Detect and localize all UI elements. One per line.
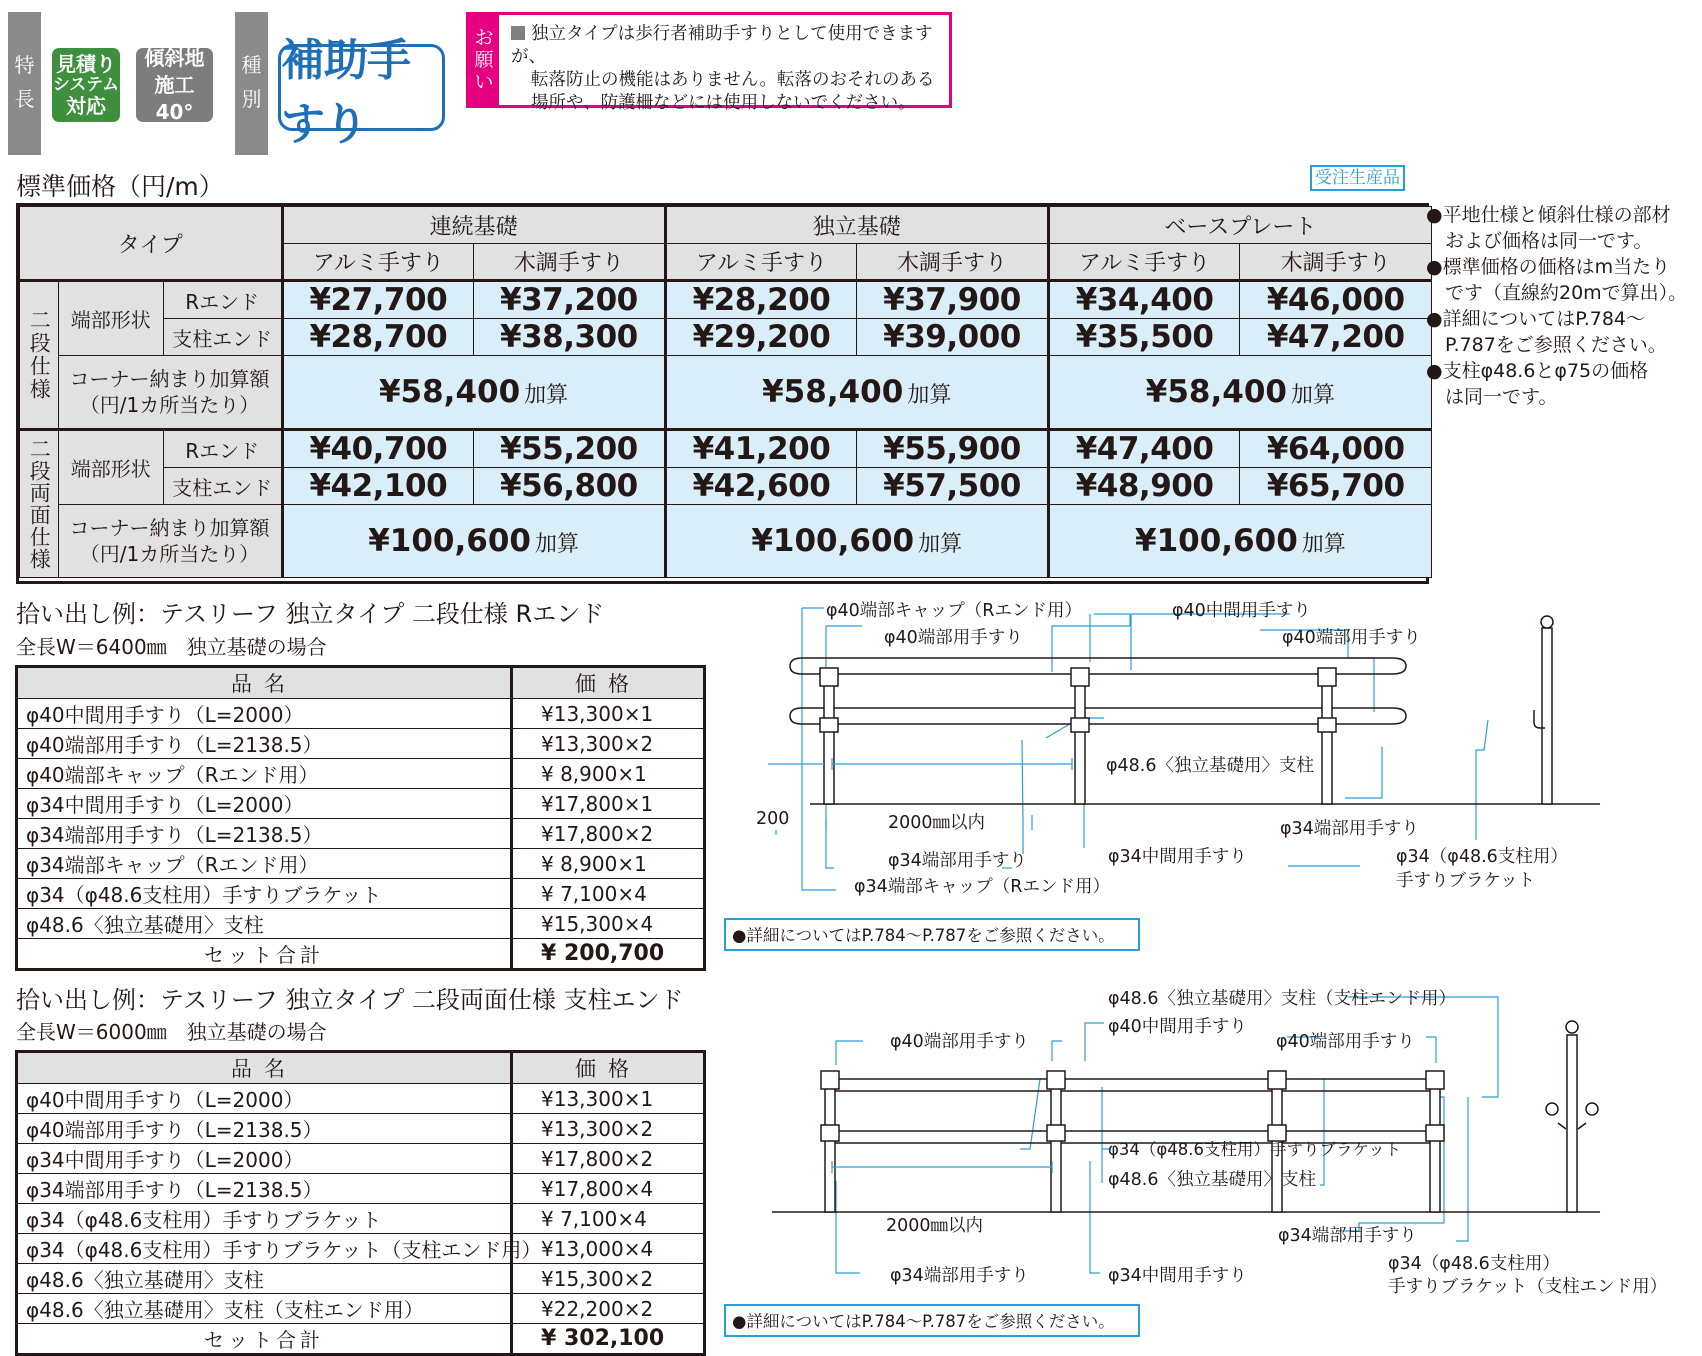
col-item: 品名 (17, 667, 512, 699)
corner-price-cell: ¥100,600 加算 (1048, 505, 1431, 578)
price-cell: ¥55,200 (474, 430, 666, 468)
d1-post: φ48.6〈独立基礎用〉支柱 (1106, 756, 1315, 776)
price-cell: ¥47,200 (1240, 319, 1432, 356)
end-post-label: 支柱エンド (163, 468, 282, 505)
price-cell: ¥39,000 (857, 319, 1049, 356)
corner-add-label: コーナー納まり加算額 （円/1カ所当たり） (58, 356, 282, 430)
d1-bracket2: 手すりブラケット (1396, 871, 1536, 891)
note-line: ●平地仕様と傾斜仕様の部材 (1426, 204, 1671, 226)
price-cell: ¥37,900 (857, 281, 1049, 319)
made-to-order-chip: 受注生産品 (1310, 165, 1405, 191)
d2-end34r: φ34端部用手すり (890, 1266, 1029, 1286)
price-cell: ¥34,400 (1048, 281, 1240, 319)
d2-post: φ48.6〈独立基礎用〉支柱 (1108, 1170, 1317, 1190)
table-row: φ34端部用手すり（L=2138.5） ¥17,800×2 (17, 819, 705, 849)
end-r-label: Rエンド (163, 281, 282, 319)
d2-mid40: φ40中間用手すり (1108, 1017, 1247, 1037)
d1-mid34: φ34中間用手すり (1108, 847, 1247, 867)
price-cell: ¥35,500 (1048, 319, 1240, 356)
price-cell: ¥28,200 (665, 281, 857, 319)
d1-end34r: φ34端部用手すり (888, 851, 1027, 871)
col-item: 品名 (17, 1052, 512, 1084)
corner-price-cell: ¥58,400 加算 (665, 356, 1048, 430)
d1-dim200: 200 (756, 809, 790, 829)
price-cell: ¥27,700 (282, 281, 474, 319)
estimate-system-badge: 見積り システム 対応 (52, 48, 120, 122)
notice-text: 独立タイプは歩行者補助手すりとして使用できますが、 転落防止の機能はありません。転落のおそれのある 場所や、防護柵などには使用しないでください。 (511, 24, 935, 113)
corner-price-cell: ¥100,600 加算 (282, 505, 665, 578)
price-cell: ¥37,200 (474, 281, 666, 319)
end-shape-label: 端部形状 (58, 430, 163, 505)
price-cell: ¥46,000 (1240, 281, 1432, 319)
example1-subtitle: 全長W＝6400㎜ 独立基礎の場合 (16, 635, 327, 659)
kind-value: 補助手すり (278, 44, 445, 131)
price-table-frame (16, 203, 1429, 584)
table-row: φ40中間用手すり（L=2000） ¥13,300×1 (17, 1084, 705, 1114)
example2-table (15, 1050, 706, 1356)
table-row: φ34中間用手すり（L=2000） ¥17,800×2 (17, 1144, 705, 1174)
example2-title: 拾い出し例：テスリーフ 独立タイプ 二段両面仕様 支柱エンド (16, 986, 684, 1014)
table-row: φ34端部キャップ（Rエンド用） ¥ 8,900×1 (17, 849, 705, 879)
table-row: φ40端部キャップ（Rエンド用） ¥ 8,900×1 (17, 759, 705, 789)
d2-end40b: φ40端部用手すり (1276, 1032, 1415, 1052)
d2-bracket-end2: 手すりブラケット（支柱エンド用） (1388, 1277, 1668, 1297)
price-cell: ¥65,700 (1240, 468, 1432, 505)
d1-end40b: φ40端部用手すり (1282, 628, 1421, 648)
notice-box (466, 12, 952, 113)
col-price: 価格 (512, 1052, 705, 1084)
d1-bracket1: φ34（φ48.6支柱用） (1396, 847, 1568, 867)
table-row: φ34中間用手すり（L=2000） ¥17,800×1 (17, 789, 705, 819)
example2-subtitle: 全長W＝6000㎜ 独立基礎の場合 (16, 1020, 327, 1044)
note-line: です（直線約20mで算出）。 (1426, 282, 1688, 304)
example1-table (15, 665, 706, 971)
table-row: φ40端部用手すり（L=2138.5） ¥13,300×2 (17, 729, 705, 759)
total-row: セット合計 ¥ 200,700 (17, 939, 705, 970)
table-row: φ34（φ48.6支柱用）手すりブラケット ¥ 7,100×4 (17, 879, 705, 909)
price-cell: ¥38,300 (474, 319, 666, 356)
price-cell: ¥56,800 (474, 468, 666, 505)
note-line: ●詳細についてはP.784～ (1426, 308, 1646, 330)
price-cell: ¥57,500 (857, 468, 1049, 505)
end-shape-label: 端部形状 (58, 281, 163, 356)
material-header: アルミ手すり (665, 244, 857, 281)
example1-reference: ●詳細についてはP.784～P.787をご参照ください。 (724, 918, 1140, 951)
price-cell: ¥47,400 (1048, 430, 1240, 468)
note-line: は同一です。 (1426, 386, 1558, 408)
d1-end34: φ34端部用手すり (1280, 819, 1419, 839)
price-cell: ¥40,700 (282, 430, 474, 468)
example2-reference: ●詳細についてはP.784～P.787をご参照ください。 (724, 1304, 1140, 1337)
table-row: φ48.6〈独立基礎用〉支柱（支柱エンド用） ¥22,200×2 (17, 1294, 705, 1324)
d1-span: 2000㎜以内 (888, 813, 986, 833)
corner-price-cell: ¥58,400 加算 (282, 356, 665, 430)
col-price: 価格 (512, 667, 705, 699)
material-header: 木調手すり (474, 244, 666, 281)
price-cell: ¥28,700 (282, 319, 474, 356)
notes (1426, 202, 1696, 410)
price-cell: ¥42,600 (665, 468, 857, 505)
price-cell: ¥42,100 (282, 468, 474, 505)
square-bullet-icon (511, 26, 525, 40)
material-header: アルミ手すり (282, 244, 474, 281)
d1-mid40: φ40中間用手すり (1172, 601, 1311, 621)
table-row: φ34（φ48.6支柱用）手すりブラケット（支柱エンド用） ¥13,000×4 (17, 1234, 705, 1264)
d2-bracket: φ34（φ48.6支柱用）手すりブラケット (1108, 1140, 1402, 1159)
table-row: φ48.6〈独立基礎用〉支柱 ¥15,300×4 (17, 909, 705, 939)
foundation-continuous: 連続基礎 (282, 207, 665, 244)
price-cell: ¥64,000 (1240, 430, 1432, 468)
corner-price-cell: ¥100,600 加算 (665, 505, 1048, 578)
d2-end34: φ34端部用手すり (1278, 1226, 1417, 1246)
corner-add-label: コーナー納まり加算額 （円/1カ所当たり） (58, 505, 282, 578)
foundation-independent: 独立基礎 (665, 207, 1048, 244)
price-cell: ¥29,200 (665, 319, 857, 356)
total-row: セット合計 ¥ 302,100 (17, 1324, 705, 1355)
note-line: P.787をご参照ください。 (1426, 334, 1667, 356)
group-label-double-both: 二段両面仕様 (20, 430, 59, 578)
end-post-label: 支柱エンド (163, 319, 282, 356)
group-label-double: 二段仕様 (20, 281, 59, 430)
price-cell: ¥55,900 (857, 430, 1049, 468)
slope-badge: 傾斜地 施工40° (136, 48, 213, 122)
material-header: アルミ手すり (1048, 244, 1240, 281)
note-line: ●支柱φ48.6とφ75の価格 (1426, 360, 1649, 382)
table-row: φ40中間用手すり（L=2000） ¥13,300×1 (17, 699, 705, 729)
features-tab: 特 長 (8, 12, 41, 155)
table-row: φ34（φ48.6支柱用）手すりブラケット ¥ 7,100×4 (17, 1204, 705, 1234)
material-header: 木調手すり (857, 244, 1049, 281)
d2-mid34: φ34中間用手すり (1108, 1266, 1247, 1286)
d2-bracket-end1: φ34（φ48.6支柱用） (1388, 1254, 1560, 1274)
example1-title: 拾い出し例：テスリーフ 独立タイプ 二段仕様 Rエンド (16, 600, 605, 628)
d1-cap34: φ34端部キャップ（Rエンド用） (854, 877, 1110, 897)
table-row: φ34端部用手すり（L=2138.5） ¥17,800×4 (17, 1174, 705, 1204)
d2-post-end: φ48.6〈独立基礎用〉支柱（支柱エンド用） (1108, 989, 1457, 1009)
table-row: φ40端部用手すり（L=2138.5） ¥13,300×2 (17, 1114, 705, 1144)
corner-price-cell: ¥58,400 加算 (1048, 356, 1431, 430)
price-table (19, 206, 1432, 578)
d2-span: 2000㎜以内 (886, 1216, 984, 1236)
kind-tab: 種 別 (235, 12, 268, 155)
note-line: ●標準価格の価格はm当たり (1426, 256, 1671, 278)
price-cell: ¥48,900 (1048, 468, 1240, 505)
d1-end40: φ40端部用手すり (884, 628, 1023, 648)
price-cell: ¥41,200 (665, 430, 857, 468)
end-r-label: Rエンド (163, 430, 282, 468)
note-line: および価格は同一です。 (1426, 230, 1653, 252)
d1-cap40: φ40端部キャップ（Rエンド用） (826, 601, 1082, 621)
type-header: タイプ (20, 207, 283, 281)
notice-tab: お 願 い (469, 15, 499, 105)
price-section-title: 標準価格（円/m） (16, 172, 224, 201)
d2-end40: φ40端部用手すり (890, 1032, 1029, 1052)
material-header: 木調手すり (1240, 244, 1432, 281)
table-row: φ48.6〈独立基礎用〉支柱 ¥15,300×2 (17, 1264, 705, 1294)
foundation-baseplate: ベースプレート (1048, 207, 1431, 244)
